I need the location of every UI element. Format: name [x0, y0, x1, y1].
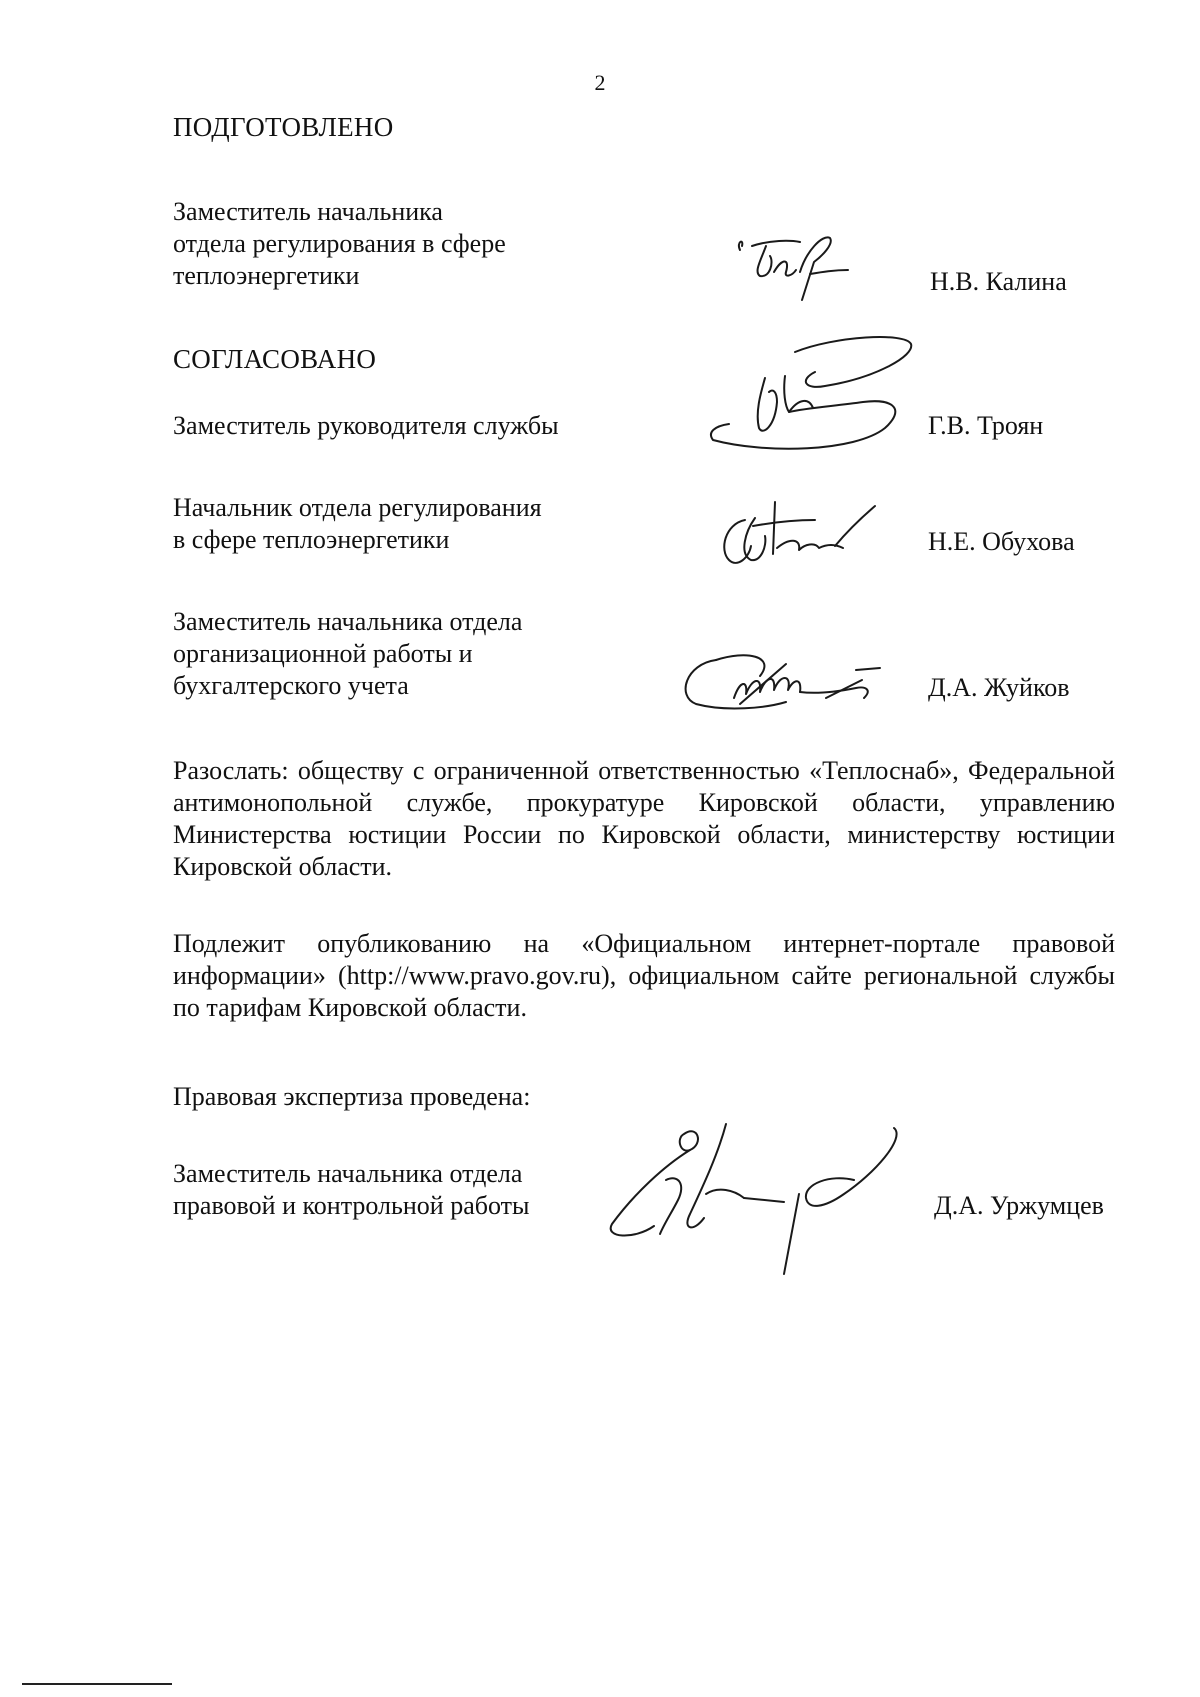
title-line: в сфере теплоэнергетики	[173, 525, 450, 554]
legal-review-signer-name: Д.А. Уржумцев	[934, 1191, 1104, 1220]
signature-kalina	[730, 232, 860, 312]
agreed-signer-name: Д.А. Жуйков	[928, 673, 1070, 702]
distribution-paragraph: Разослать: обществу с ограниченной ответственностью «Теплоснаб», Федеральной антимонопольной службе, прокуратуре Кировской области, управлению Министерства юстиции России по Кировской области, министерству юстиции Кировской области.	[173, 756, 1115, 881]
title-line: Заместитель начальника отдела	[173, 1159, 523, 1188]
footer-rule	[22, 1683, 172, 1685]
title-line: Заместитель руководителя службы	[173, 411, 559, 440]
agreed-signer-name: Г.В. Троян	[928, 411, 1044, 440]
agreed-signer-title	[173, 410, 559, 442]
publication-paragraph: Подлежит опубликованию на «Официальном интернет-портале правовой информации» (http://www.pravo.gov.ru), официальном сайте региональной службы по тарифам Кировской области.	[173, 929, 1115, 1022]
page-number: 2	[594, 70, 606, 95]
signature-obukhova	[715, 498, 885, 578]
title-line: Начальник отдела регулирования	[173, 493, 542, 522]
prepared-heading: ПОДГОТОВЛЕНО	[173, 112, 394, 142]
title-line: Заместитель начальника	[173, 197, 443, 226]
title-line: бухгалтерского учета	[173, 671, 409, 700]
agreed-signer-title	[173, 606, 522, 702]
title-line: отдела регулирования в сфере	[173, 229, 506, 258]
agreed-signer-name: Н.Е. Обухова	[928, 527, 1075, 556]
signature-zhuikov	[676, 640, 896, 720]
prepared-signer-name: Н.В. Калина	[930, 267, 1067, 296]
prepared-signer-title	[173, 196, 506, 292]
title-line: теплоэнергетики	[173, 261, 360, 290]
title-line: организационной работы и	[173, 639, 473, 668]
legal-review-signer-title	[173, 1158, 529, 1222]
title-line: правовой и контрольной работы	[173, 1191, 530, 1220]
agreed-signer-title	[173, 492, 542, 556]
signature-urzhumtsev	[594, 1114, 924, 1294]
agreed-heading: СОГЛАСОВАНО	[173, 344, 377, 374]
signature-troyan	[705, 332, 915, 482]
legal-review-heading: Правовая экспертиза проведена:	[173, 1082, 531, 1111]
title-line: Заместитель начальника отдела	[173, 607, 523, 636]
